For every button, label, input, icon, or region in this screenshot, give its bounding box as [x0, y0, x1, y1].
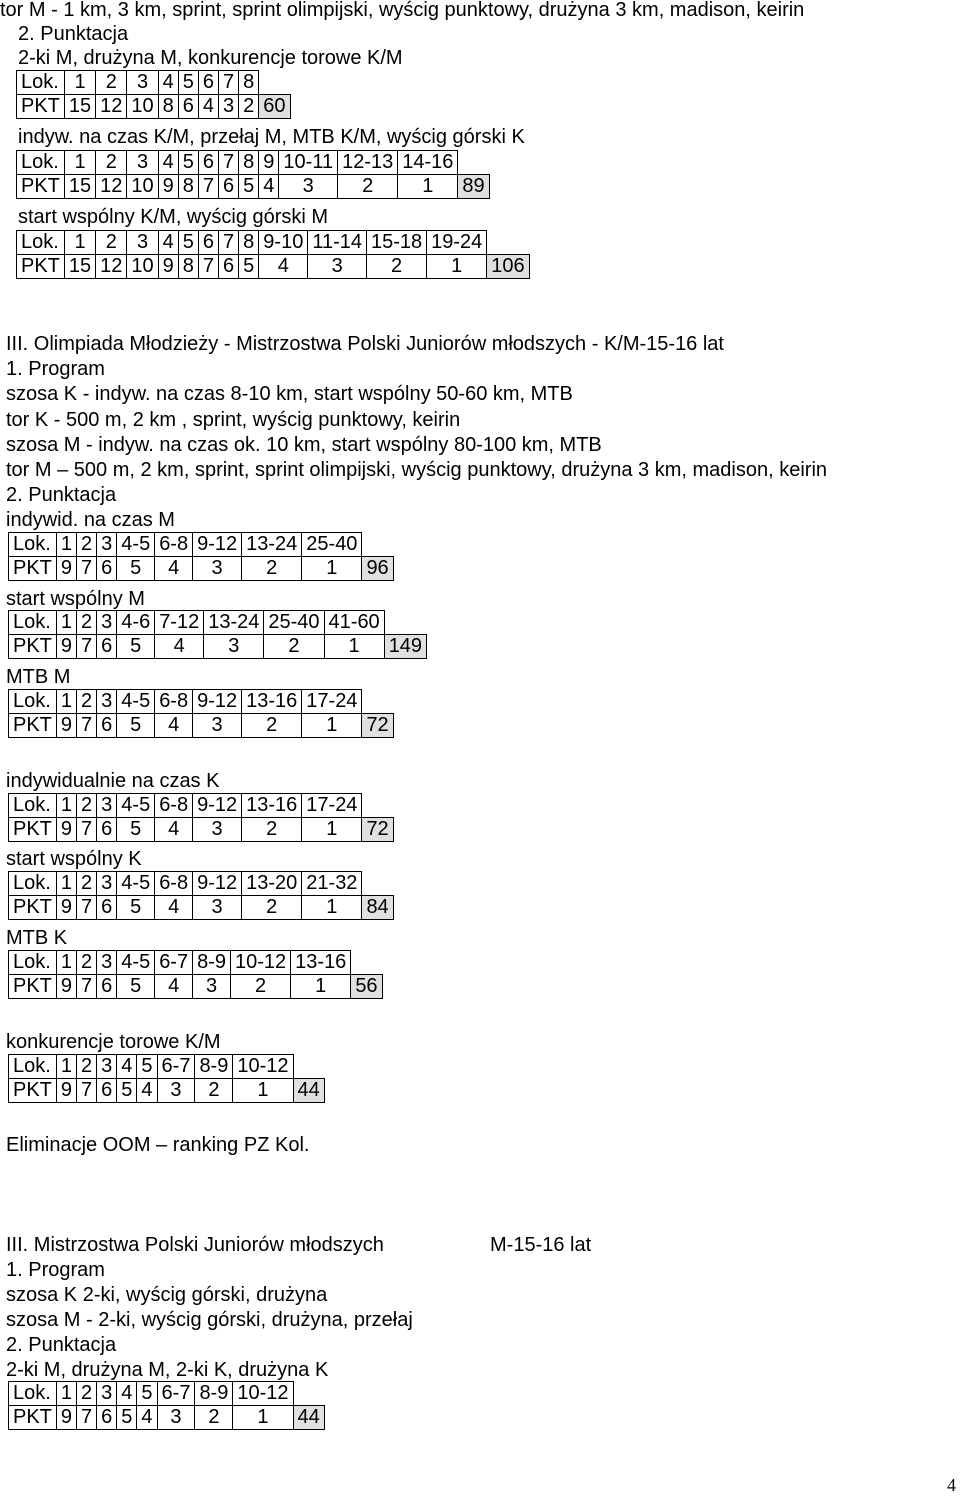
table-cell: 4	[155, 635, 204, 659]
table-cell: 10-11	[279, 151, 338, 175]
place-row-label: Lok.	[9, 794, 57, 818]
eliminations-note: Eliminacje OOM – ranking PZ Kol.	[6, 1134, 310, 1156]
table-cell: 7	[219, 151, 239, 175]
table-cell: 7	[219, 71, 239, 95]
table-cell: 6	[97, 635, 117, 659]
points-table	[8, 532, 394, 581]
table-cell: 8	[178, 255, 198, 279]
table-cell: 4	[137, 1079, 157, 1103]
category-label: 2-ki M, drużyna M, konkurencje torowe K/M	[18, 47, 403, 69]
points-row-label: PKT	[9, 818, 57, 842]
table-cell: 9	[56, 975, 76, 999]
category-label: MTB K	[6, 927, 68, 949]
category-label: indywidualnie na czas K	[6, 770, 220, 792]
table-cell: 6	[97, 1079, 117, 1103]
table-cell: 8-9	[195, 1055, 233, 1079]
points-table	[16, 230, 530, 279]
table-cell: 3	[193, 714, 242, 738]
points-total-cell: 60	[259, 95, 290, 119]
table-cell: 15	[64, 95, 95, 119]
table-cell: 1	[427, 255, 487, 279]
place-row	[9, 951, 383, 975]
table-cell: 1	[56, 872, 76, 896]
points-total-cell: 56	[351, 975, 382, 999]
table-cell: 21-32	[302, 872, 362, 896]
table-cell: 3	[97, 951, 117, 975]
category-label: start wspólny M	[6, 588, 145, 610]
table-cell: 5	[117, 635, 155, 659]
points-total-cell: 44	[293, 1406, 324, 1430]
table-cell: 4	[117, 1055, 137, 1079]
category-label: konkurencje torowe K/M	[6, 1031, 221, 1053]
table-cell: 13-24	[204, 611, 264, 635]
points-table	[8, 793, 394, 842]
table-cell: 5	[117, 1406, 137, 1430]
place-row-label: Lok.	[9, 951, 57, 975]
table-cell: 10-12	[233, 1055, 293, 1079]
table-cell: 9	[158, 175, 178, 199]
table-cell: 12	[96, 95, 127, 119]
points-total-cell: 44	[293, 1079, 324, 1103]
table-cell: 2	[77, 533, 97, 557]
table-cell: 7	[77, 714, 97, 738]
table-cell: 7	[198, 255, 218, 279]
table-cell: 5	[117, 714, 155, 738]
points-table	[8, 610, 427, 659]
table-cell: 5	[239, 255, 259, 279]
table-cell: 15-18	[366, 231, 426, 255]
points-row	[9, 1406, 325, 1430]
table-cell: 2	[77, 951, 97, 975]
table-cell: 6	[97, 818, 117, 842]
table-cell: 4	[198, 95, 218, 119]
table-cell: 5	[178, 71, 198, 95]
points-total-cell: 149	[384, 635, 426, 659]
points-total-cell: 84	[362, 896, 393, 920]
place-row	[9, 690, 394, 714]
table-cell: 1	[302, 896, 362, 920]
table-cell: 5	[117, 1079, 137, 1103]
place-row	[9, 611, 427, 635]
table-cell: 9	[56, 896, 76, 920]
category-label: indywid. na czas M	[6, 509, 175, 531]
table-cell: 8	[239, 231, 259, 255]
table-cell: 5	[117, 557, 155, 581]
table-cell: 6	[219, 175, 239, 199]
table-cell: 1	[56, 951, 76, 975]
table-cell: 2	[77, 1382, 97, 1406]
points-table	[8, 871, 394, 920]
table-cell: 9	[158, 255, 178, 279]
points-total-cell: 89	[458, 175, 489, 199]
table-cell: 1	[64, 151, 95, 175]
points-row	[9, 557, 394, 581]
table-cell: 8	[239, 151, 259, 175]
category-label: start wspólny K/M, wyścig górski M	[18, 206, 329, 228]
table-cell: 2	[264, 635, 324, 659]
table-cell: 2	[231, 975, 291, 999]
points-row-label: PKT	[17, 95, 65, 119]
page-number: 4	[947, 1475, 956, 1495]
place-row-label: Lok.	[9, 690, 57, 714]
points-row	[9, 714, 394, 738]
table-cell: 13-16	[242, 690, 302, 714]
place-row	[9, 794, 394, 818]
table-cell: 9-12	[193, 690, 242, 714]
table-cell: 13-16	[291, 951, 351, 975]
table-cell: 2	[242, 818, 302, 842]
table-cell: 5	[178, 151, 198, 175]
table-cell: 2	[338, 175, 398, 199]
table-cell: 4	[155, 818, 193, 842]
table-cell: 4-5	[117, 872, 155, 896]
table-cell: 2	[195, 1406, 233, 1430]
table-cell: 4	[155, 896, 193, 920]
table-cell: 10	[127, 175, 158, 199]
place-row-label: Lok.	[9, 611, 57, 635]
table-cell: 9	[56, 1079, 76, 1103]
table-cell: 8	[158, 95, 178, 119]
table-cell: 2	[77, 611, 97, 635]
table-cell: 15	[64, 175, 95, 199]
table-cell: 2	[96, 71, 127, 95]
table-cell: 3	[97, 690, 117, 714]
table-cell: 6	[97, 1406, 117, 1430]
table-cell: 7	[77, 1406, 97, 1430]
table-cell: 4-6	[117, 611, 155, 635]
points-row	[9, 975, 383, 999]
table-cell: 1	[56, 690, 76, 714]
table-cell: 4	[259, 255, 308, 279]
table-cell: 10-12	[233, 1382, 293, 1406]
table-cell: 1	[64, 71, 95, 95]
table-cell: 6	[198, 231, 218, 255]
table-cell: 3	[157, 1406, 195, 1430]
table-cell: 5	[117, 818, 155, 842]
points-row	[17, 175, 490, 199]
table-cell: 9	[56, 714, 76, 738]
table-cell: 8	[239, 71, 259, 95]
points-row-label: PKT	[9, 1406, 57, 1430]
table-cell: 4	[158, 71, 178, 95]
table-cell: 5	[117, 896, 155, 920]
program-line: szosa K - indyw. na czas 8-10 km, start wspólny 50-60 km, MTB	[6, 383, 573, 405]
table-cell: 2	[195, 1079, 233, 1103]
points-row-label: PKT	[9, 557, 57, 581]
table-cell: 1	[398, 175, 458, 199]
table-cell: 13-20	[242, 872, 302, 896]
table-cell: 9-10	[259, 231, 308, 255]
table-cell: 4	[155, 557, 193, 581]
table-cell: 10-12	[231, 951, 291, 975]
table-cell: 1	[56, 794, 76, 818]
table-cell: 1	[302, 557, 362, 581]
table-cell: 6-8	[155, 872, 193, 896]
table-cell: 10	[127, 255, 158, 279]
points-row	[17, 255, 530, 279]
points-row-label: PKT	[17, 255, 65, 279]
table-cell: 4	[155, 714, 193, 738]
table-cell: 4	[158, 231, 178, 255]
table-cell: 4-5	[117, 951, 155, 975]
table-cell: 7	[77, 1079, 97, 1103]
place-row-label: Lok.	[9, 872, 57, 896]
intro-line: tor M - 1 km, 3 km, sprint, sprint olimpijski, wyścig punktowy, drużyna 3 km, madison, keirin	[0, 0, 805, 21]
points-table	[8, 689, 394, 738]
table-cell: 6	[198, 151, 218, 175]
table-cell: 3	[308, 255, 367, 279]
table-cell: 3	[127, 231, 158, 255]
category-label: MTB M	[6, 666, 71, 688]
table-cell: 4-5	[117, 533, 155, 557]
table-cell: 3	[97, 533, 117, 557]
place-row-label: Lok.	[17, 71, 65, 95]
table-cell: 2	[77, 794, 97, 818]
table-cell: 7	[219, 231, 239, 255]
place-row	[9, 872, 394, 896]
table-cell: 7	[77, 975, 97, 999]
table-cell: 6	[178, 95, 198, 119]
table-cell: 6	[97, 714, 117, 738]
table-cell: 3	[97, 611, 117, 635]
table-cell: 7	[77, 557, 97, 581]
table-cell: 3	[279, 175, 338, 199]
table-cell: 3	[193, 896, 242, 920]
table-cell: 4	[158, 151, 178, 175]
section-heading: III. Olimpiada Młodzieży - Mistrzostwa Polski Juniorów młodszych - K/M-15-16 lat	[6, 333, 724, 355]
category-label: start wspólny K	[6, 848, 142, 870]
table-cell: 3	[127, 151, 158, 175]
table-cell: 2	[77, 690, 97, 714]
points-row	[9, 896, 394, 920]
table-cell: 19-24	[427, 231, 487, 255]
table-cell: 3	[204, 635, 264, 659]
points-row-label: PKT	[9, 975, 57, 999]
table-cell: 12	[96, 255, 127, 279]
table-cell: 3	[193, 818, 242, 842]
place-row	[17, 71, 291, 95]
table-cell: 6-8	[155, 533, 193, 557]
program-line: szosa K 2-ki, wyścig górski, drużyna	[6, 1284, 328, 1306]
table-cell: 6-7	[157, 1382, 195, 1406]
table-cell: 9-12	[193, 533, 242, 557]
points-row-label: PKT	[9, 896, 57, 920]
table-cell: 7	[198, 175, 218, 199]
table-cell: 8	[178, 175, 198, 199]
points-row	[9, 635, 427, 659]
table-cell: 9	[56, 557, 76, 581]
table-cell: 1	[324, 635, 384, 659]
table-cell: 41-60	[324, 611, 384, 635]
points-total-cell: 96	[362, 557, 393, 581]
table-cell: 4	[155, 975, 193, 999]
points-table	[16, 150, 490, 199]
points-total-cell: 72	[362, 714, 393, 738]
table-cell: 3	[97, 794, 117, 818]
table-cell: 25-40	[264, 611, 324, 635]
table-cell: 1	[302, 818, 362, 842]
table-cell: 6	[97, 557, 117, 581]
table-cell: 9-12	[193, 794, 242, 818]
place-row	[9, 533, 394, 557]
table-cell: 1	[291, 975, 351, 999]
table-cell: 25-40	[302, 533, 362, 557]
points-row	[17, 95, 291, 119]
place-row	[9, 1055, 325, 1079]
table-cell: 6	[219, 255, 239, 279]
place-row-label: Lok.	[9, 1055, 57, 1079]
points-table	[16, 70, 291, 119]
points-row-label: PKT	[9, 1079, 57, 1103]
place-row-label: Lok.	[17, 151, 65, 175]
points-table	[8, 1381, 325, 1430]
points-row	[9, 1079, 325, 1103]
table-cell: 3	[97, 1055, 117, 1079]
table-cell: 4-5	[117, 794, 155, 818]
table-cell: 12	[96, 175, 127, 199]
table-cell: 14-16	[398, 151, 458, 175]
table-cell: 5	[239, 175, 259, 199]
table-cell: 4	[137, 1406, 157, 1430]
table-cell: 3	[193, 557, 242, 581]
points-row-label: PKT	[17, 175, 65, 199]
points-table	[8, 1054, 325, 1103]
table-cell: 13-24	[242, 533, 302, 557]
table-cell: 7	[77, 818, 97, 842]
section-heading: III. Mistrzostwa Polski Juniorów młodszych	[6, 1234, 384, 1256]
program-line: szosa M - 2-ki, wyścig górski, drużyna, przełaj	[6, 1309, 413, 1331]
place-row	[9, 1382, 325, 1406]
table-cell: 7-12	[155, 611, 204, 635]
place-row	[17, 231, 530, 255]
table-cell: 3	[157, 1079, 195, 1103]
category-label: indyw. na czas K/M, przełaj M, MTB K/M, wyścig górski K	[18, 126, 525, 148]
table-cell: 3	[127, 71, 158, 95]
program-heading: 1. Program	[6, 358, 105, 380]
table-cell: 9	[259, 151, 279, 175]
table-cell: 3	[97, 1382, 117, 1406]
table-cell: 9	[56, 1406, 76, 1430]
table-cell: 3	[219, 95, 239, 119]
table-cell: 8-9	[193, 951, 231, 975]
table-cell: 1	[56, 533, 76, 557]
table-cell: 9	[56, 818, 76, 842]
table-cell: 1	[56, 1055, 76, 1079]
table-cell: 17-24	[302, 690, 362, 714]
points-table	[8, 950, 383, 999]
table-cell: 3	[193, 975, 231, 999]
table-cell: 13-16	[242, 794, 302, 818]
table-cell: 4	[259, 175, 279, 199]
table-cell: 9	[56, 635, 76, 659]
program-line: szosa M - indyw. na czas ok. 10 km, start wspólny 80-100 km, MTB	[6, 434, 602, 456]
points-total-cell: 106	[487, 255, 529, 279]
table-cell: 9-12	[193, 872, 242, 896]
table-cell: 6	[198, 71, 218, 95]
table-cell: 1	[56, 1382, 76, 1406]
points-row	[9, 818, 394, 842]
points-total-cell: 72	[362, 818, 393, 842]
age-category: M-15-16 lat	[490, 1234, 592, 1256]
table-cell: 11-14	[308, 231, 367, 255]
table-cell: 1	[64, 231, 95, 255]
table-cell: 15	[64, 255, 95, 279]
program-line: tor M – 500 m, 2 km, sprint, sprint olimpijski, wyścig punktowy, drużyna 3 km, madison, keirin	[6, 459, 828, 481]
points-row-label: PKT	[9, 635, 57, 659]
category-label: 2-ki M, drużyna M, 2-ki K, drużyna K	[6, 1359, 329, 1381]
table-cell: 1	[233, 1079, 293, 1103]
table-cell: 2	[239, 95, 259, 119]
points-row-label: PKT	[9, 714, 57, 738]
punktacja-heading: 2. Punktacja	[6, 484, 117, 506]
table-cell: 1	[302, 714, 362, 738]
table-cell: 7	[77, 896, 97, 920]
table-cell: 2	[242, 557, 302, 581]
table-cell: 5	[137, 1055, 157, 1079]
table-cell: 10	[127, 95, 158, 119]
table-cell: 6-8	[155, 794, 193, 818]
punktacja-heading: 2. Punktacja	[18, 23, 129, 45]
table-cell: 2	[242, 896, 302, 920]
table-cell: 4	[117, 1382, 137, 1406]
program-line: tor K - 500 m, 2 km , sprint, wyścig punktowy, keirin	[6, 409, 461, 431]
table-cell: 2	[96, 151, 127, 175]
table-cell: 4-5	[117, 690, 155, 714]
table-cell: 6	[97, 975, 117, 999]
table-cell: 3	[97, 872, 117, 896]
table-cell: 6-7	[157, 1055, 195, 1079]
table-cell: 2	[96, 231, 127, 255]
place-row-label: Lok.	[9, 1382, 57, 1406]
table-cell: 17-24	[302, 794, 362, 818]
table-cell: 5	[178, 231, 198, 255]
table-cell: 8-9	[195, 1382, 233, 1406]
table-cell: 1	[56, 611, 76, 635]
punktacja-heading: 2. Punktacja	[6, 1334, 117, 1356]
table-cell: 2	[242, 714, 302, 738]
place-row-label: Lok.	[17, 231, 65, 255]
table-cell: 2	[77, 872, 97, 896]
table-cell: 5	[137, 1382, 157, 1406]
table-cell: 6-7	[155, 951, 193, 975]
table-cell: 6	[97, 896, 117, 920]
place-row	[17, 151, 490, 175]
table-cell: 1	[233, 1406, 293, 1430]
program-heading: 1. Program	[6, 1259, 105, 1281]
place-row-label: Lok.	[9, 533, 57, 557]
table-cell: 2	[366, 255, 426, 279]
table-cell: 5	[117, 975, 155, 999]
table-cell: 2	[77, 1055, 97, 1079]
table-cell: 6-8	[155, 690, 193, 714]
table-cell: 12-13	[338, 151, 398, 175]
table-cell: 7	[77, 635, 97, 659]
